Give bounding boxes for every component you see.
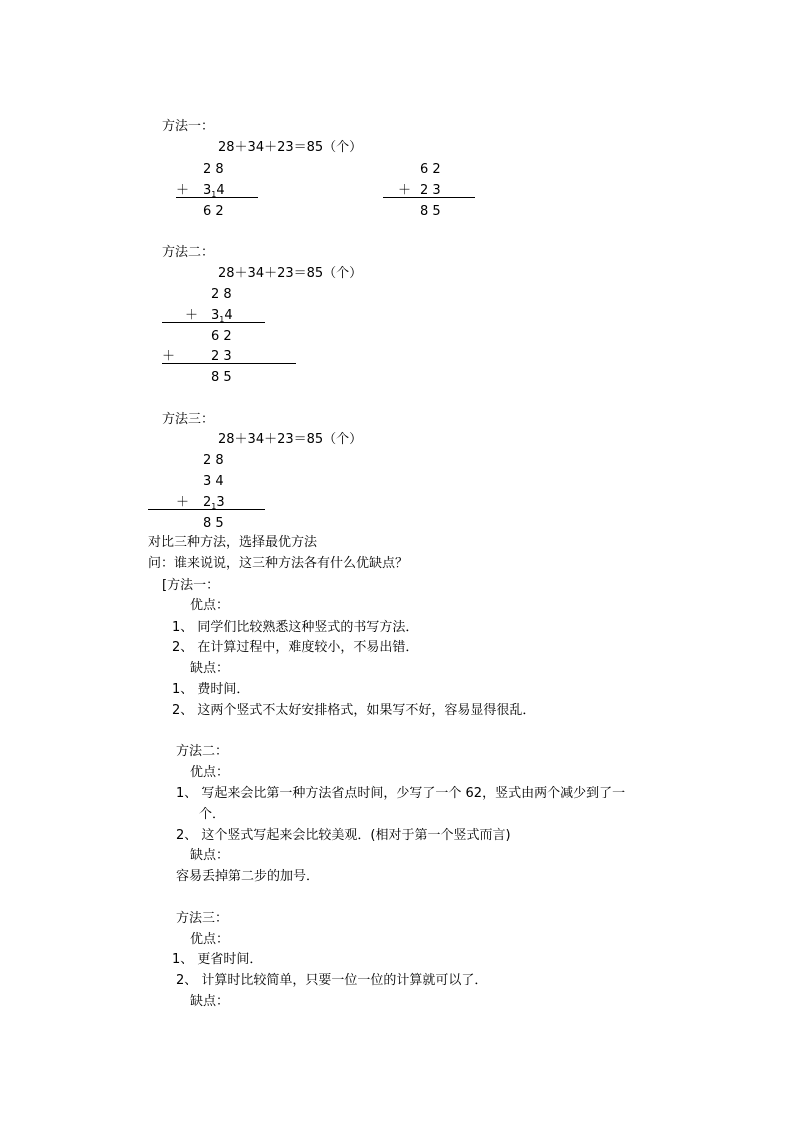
- method1-equation: 28＋34＋23＝85（个）: [218, 140, 363, 155]
- method3-title: 方法三：: [162, 412, 215, 427]
- analysis-m1-con-1: 1、 费时间．: [172, 682, 250, 697]
- m2-result: 8 5: [211, 370, 232, 385]
- m3-underline: [148, 509, 265, 510]
- method3-equation: 28＋34＋23＝85（个）: [218, 432, 363, 447]
- m2-row3: 2 3: [211, 349, 232, 364]
- compare-text: 对比三种方法，选择最优方法: [148, 535, 318, 550]
- m2-plus2: ＋: [162, 349, 176, 364]
- m1-right-row2: 2 3: [420, 183, 441, 198]
- m1-left-result: 6 2: [203, 204, 224, 219]
- analysis-m2-con: 容易丢掉第二步的加号．: [176, 869, 320, 884]
- m3-result: 8 5: [203, 516, 224, 531]
- digit: 3: [203, 183, 212, 198]
- digit: 3: [216, 495, 225, 510]
- analysis-m2-pros-label: 优点：: [190, 765, 230, 780]
- m1-right-plus: ＋: [398, 183, 412, 198]
- carry-mark: 1: [219, 315, 225, 324]
- digit: 3: [211, 308, 220, 323]
- m1-right-result: 8 5: [420, 204, 441, 219]
- m1-right-row1: 6 2: [420, 162, 441, 177]
- analysis-m1-pro-1: 1、 同学们比较熟悉这种竖式的书写方法．: [172, 620, 419, 635]
- m2-underline1: [162, 322, 265, 323]
- m2-row1: 2 8: [211, 287, 232, 302]
- m3-plus: ＋: [176, 495, 190, 510]
- analysis-m3-title: 方法三：: [176, 911, 229, 926]
- question-text: 问：谁来说说，这三种方法各有什么优缺点？: [148, 556, 409, 571]
- carry-mark: 1: [211, 190, 217, 199]
- m2-sum1: 6 2: [211, 329, 232, 344]
- analysis-m3-cons-label: 缺点：: [190, 994, 230, 1009]
- m3-row1: 2 8: [203, 453, 224, 468]
- m2-underline2: [162, 363, 296, 364]
- m2-plus1: ＋: [185, 308, 199, 323]
- analysis-m2-pro-1-cont: 个．: [199, 807, 226, 822]
- analysis-m3-pros-label: 优点：: [190, 932, 230, 947]
- m1-right-underline: [383, 197, 475, 198]
- analysis-m1-pro-2: 2、 在计算过程中，难度较小，不易出错．: [172, 640, 419, 655]
- analysis-m2-pro-1: 1、 写起来会比第一种方法省点时间，少写了一个 62，竖式由两个减少到了一: [176, 786, 626, 801]
- analysis-m2-pro-2: 2、 这个竖式写起来会比较美观．(相对于第一个竖式而言): [176, 828, 511, 843]
- method2-equation: 28＋34＋23＝85（个）: [218, 266, 363, 281]
- m3-row3: [203, 495, 225, 515]
- analysis-m2-title: 方法二：: [176, 744, 229, 759]
- method1-title: 方法一：: [162, 119, 215, 134]
- m1-left-row2: [203, 183, 225, 203]
- analysis-m1-title: [方法一：: [162, 578, 220, 593]
- digit: 4: [216, 183, 225, 198]
- analysis-m1-cons-label: 缺点：: [190, 661, 230, 676]
- analysis-m2-cons-label: 缺点：: [190, 848, 230, 863]
- analysis-m3-pro-1: 1、 更省时间．: [172, 952, 263, 967]
- carry-mark: 1: [211, 502, 217, 511]
- analysis-m3-pro-2: 2、 计算时比较简单，只要一位一位的计算就可以了．: [176, 973, 488, 988]
- m1-left-row1: 2 8: [203, 162, 224, 177]
- method2-title: 方法二：: [162, 245, 215, 260]
- m1-left-underline: [176, 197, 258, 198]
- analysis-m1-pros-label: 优点：: [190, 598, 230, 613]
- m1-left-plus: ＋: [176, 183, 190, 198]
- digit: 4: [224, 308, 233, 323]
- analysis-m1-con-2: 2、 这两个竖式不太好安排格式，如果写不好，容易显得很乱．: [172, 703, 536, 718]
- m2-row2: [211, 308, 233, 328]
- m3-row2: 3 4: [203, 474, 224, 489]
- digit: 2: [203, 495, 212, 510]
